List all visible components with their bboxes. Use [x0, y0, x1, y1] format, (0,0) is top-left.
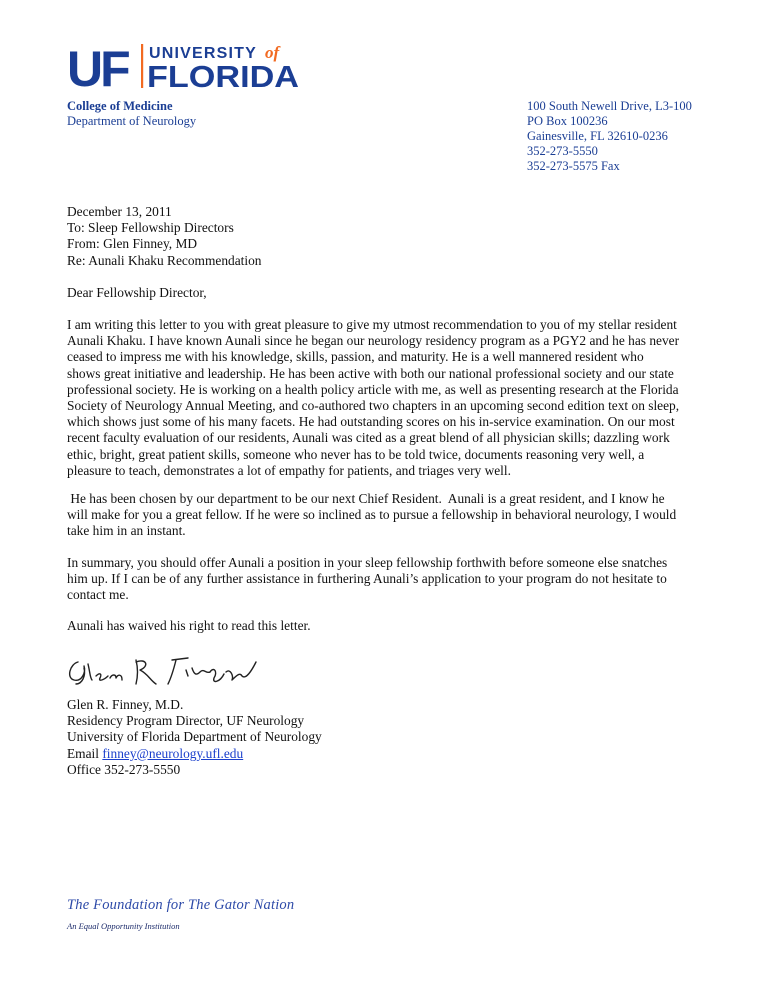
paragraph-line: which shows just some of his many facets. He had outstanding scores on his in-service examination. On our most: [67, 414, 675, 430]
paragraph-line: ethic, bright, great patient skills, someone who never has to be told twice, documents reasoning very well, a: [67, 446, 645, 462]
address-street: 100 South Newell Drive, L3-100: [527, 99, 692, 113]
equal-opportunity-statement: An Equal Opportunity Institution: [67, 921, 180, 931]
email-label: Email: [67, 745, 103, 761]
paragraph-line: He has been chosen by our department to be our next Chief Resident. Aunali is a great resident, and I know he: [67, 491, 665, 506]
paragraph-line: shows great initiative and leadership. He has been active with both our national professional society and our state: [67, 365, 674, 381]
paragraph-line: will make for you a great fellow. If he were so inclined as to pursue a fellowship in behavioral neurology, I would: [67, 507, 677, 523]
paragraph-line: professional society. He is working on a health policy article with me, as well as presenting research at the Florida: [67, 381, 679, 397]
college-block: [67, 99, 196, 129]
address-fax: 352-273-5575 Fax: [527, 159, 620, 173]
paragraph-line: Aunali Khaku. I have known Aunali since he began our neurology residency program as a PGY2 and he has never: [67, 333, 680, 349]
paragraph-line: Aunali has waived his right to read this letter.: [67, 618, 311, 633]
signer-title: Residency Program Director, UF Neurology: [67, 713, 305, 729]
logo-divider: [141, 44, 143, 88]
address-pobox: PO Box 100236: [527, 114, 608, 128]
address-city: Gainesville, FL 32610-0236: [527, 129, 668, 143]
paragraph-3: [67, 555, 667, 604]
paragraph-line: In summary, you should offer Aunali a position in your sleep fellowship forthwith before someone else snatches: [67, 555, 668, 570]
address-block: [527, 99, 692, 174]
signer-org: University of Florida Department of Neurology: [67, 729, 322, 745]
paragraph-line: ceased to impress me with his knowledge, skills, passion, and maturity. He is a well mannered resident who: [67, 349, 644, 365]
footer-tagline: The Foundation for The Gator Nation: [67, 897, 295, 913]
salutation-text: Dear Fellowship Director,: [67, 285, 207, 300]
college-name: College of Medicine: [67, 99, 173, 113]
signature-block: [67, 697, 322, 778]
paragraph-2: [67, 491, 676, 540]
paragraph-1: [67, 317, 679, 479]
handwritten-signature: [64, 650, 264, 690]
signer-email-line: [67, 746, 322, 762]
paragraph-line: him up. If I can be of any further assistance in furthering Aunali’s application to your program do not hesitate to: [67, 571, 667, 587]
signer-office: Office 352-273-5550: [67, 761, 181, 777]
paragraph-line: contact me.: [67, 587, 129, 603]
paragraph-line: pleasure to teach, demonstrates a lot of empathy for patients, and triages very well.: [67, 462, 511, 478]
logo-uf: UF: [67, 41, 128, 92]
uf-logo: [67, 40, 307, 92]
logo-of: of: [265, 43, 280, 62]
salutation: [67, 285, 207, 301]
signer-name: Glen R. Finney, M.D.: [67, 697, 184, 712]
logo-university: UNIVERSITY: [149, 45, 258, 62]
logo-florida: FLORIDA: [147, 59, 299, 92]
paragraph-4: [67, 618, 311, 634]
department-name: Department of Neurology: [67, 114, 197, 128]
letter-meta: [67, 204, 262, 269]
paragraph-line: I am writing this letter to you with great pleasure to give my utmost recommendation to you of my stellar resident: [67, 317, 677, 332]
paragraph-line: recent faculty evaluation of our residents, Aunali was cited as a great blend of all physician skills; dazzling work: [67, 430, 670, 446]
email-link[interactable]: finney@neurology.ufl.edu: [102, 745, 244, 761]
letter-from: From: Glen Finney, MD: [67, 236, 198, 252]
address-phone: 352-273-5550: [527, 144, 598, 158]
letter-to: To: Sleep Fellowship Directors: [67, 220, 234, 236]
letter-re: Re: Aunali Khaku Recommendation: [67, 252, 262, 268]
paragraph-line: Society of Neurology Annual Meeting, and co-authored two chapters in an upcoming second edition text on sleep,: [67, 398, 680, 414]
letter-date: December 13, 2011: [67, 204, 172, 219]
paragraph-line: take him in an instant.: [67, 523, 186, 539]
